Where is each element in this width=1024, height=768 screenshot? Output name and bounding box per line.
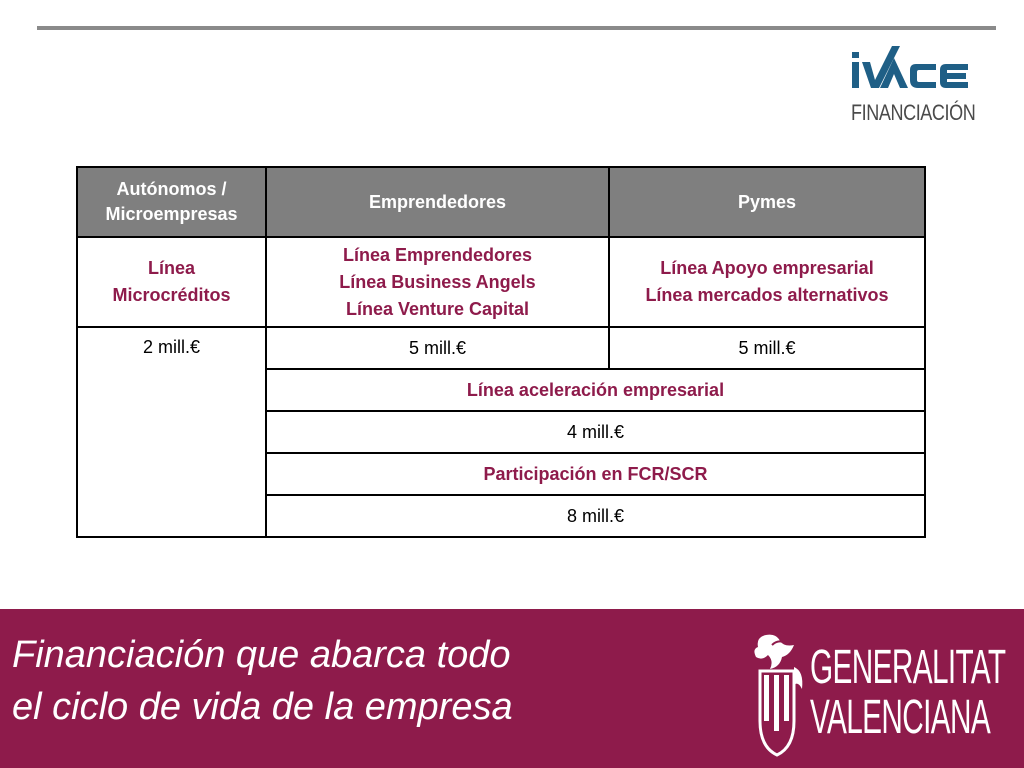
line-item: Línea Business Angels: [339, 271, 536, 292]
cell-aceleracion-label: Línea aceleración empresarial: [266, 369, 925, 411]
line-item: Línea mercados alternativos: [645, 285, 889, 305]
tagline-line: Financiación que abarca todo: [12, 634, 511, 676]
cell-participacion-label: Participación en FCR/SCR: [266, 453, 925, 495]
header-emprendedores: Emprendedores: [266, 167, 609, 237]
cell-aceleracion-amount: 4 mill.€: [266, 411, 925, 453]
ivace-logo: [850, 44, 1000, 129]
header-pymes: Pymes: [609, 167, 925, 237]
line-item: Línea: [147, 258, 195, 278]
cell-emprendedores-amount: 5 mill.€: [266, 327, 609, 369]
cell-emprendedores-lines: [266, 237, 609, 327]
line-item: Línea Apoyo empresarial: [660, 258, 874, 278]
table-header-row: [77, 167, 925, 237]
cell-autonomos-amount: 2 mill.€: [77, 327, 266, 537]
ivace-subtitle: FINANCIACIÓN: [851, 100, 976, 125]
cell-pymes-amount: 5 mill.€: [609, 327, 925, 369]
line-item: Línea Venture Capital: [345, 298, 530, 319]
cell-participacion-amount: 8 mill.€: [266, 495, 925, 537]
org-line: VALENCIANA: [810, 691, 991, 744]
top-divider: [37, 26, 996, 30]
org-line: GENERALITAT: [810, 641, 1006, 694]
cell-pymes-lines: [609, 237, 925, 327]
tagline-line: el ciclo de vida de la empresa: [12, 686, 513, 728]
table-row-amounts: [77, 327, 925, 369]
tagline: [12, 629, 513, 733]
cell-autonomos-lines: [77, 237, 266, 327]
line-item: Microcréditos: [112, 285, 231, 305]
generalitat-wordmark: [810, 643, 1005, 743]
line-item: Línea Emprendedores: [342, 244, 533, 265]
financing-table: [76, 166, 926, 538]
footer-banner: [0, 609, 1024, 768]
generalitat-emblem-icon: [748, 631, 806, 759]
ivace-wordmark: [850, 44, 995, 92]
header-autonomos: Autónomos / Microempresas: [77, 167, 266, 237]
table-row-lines: [77, 237, 925, 327]
